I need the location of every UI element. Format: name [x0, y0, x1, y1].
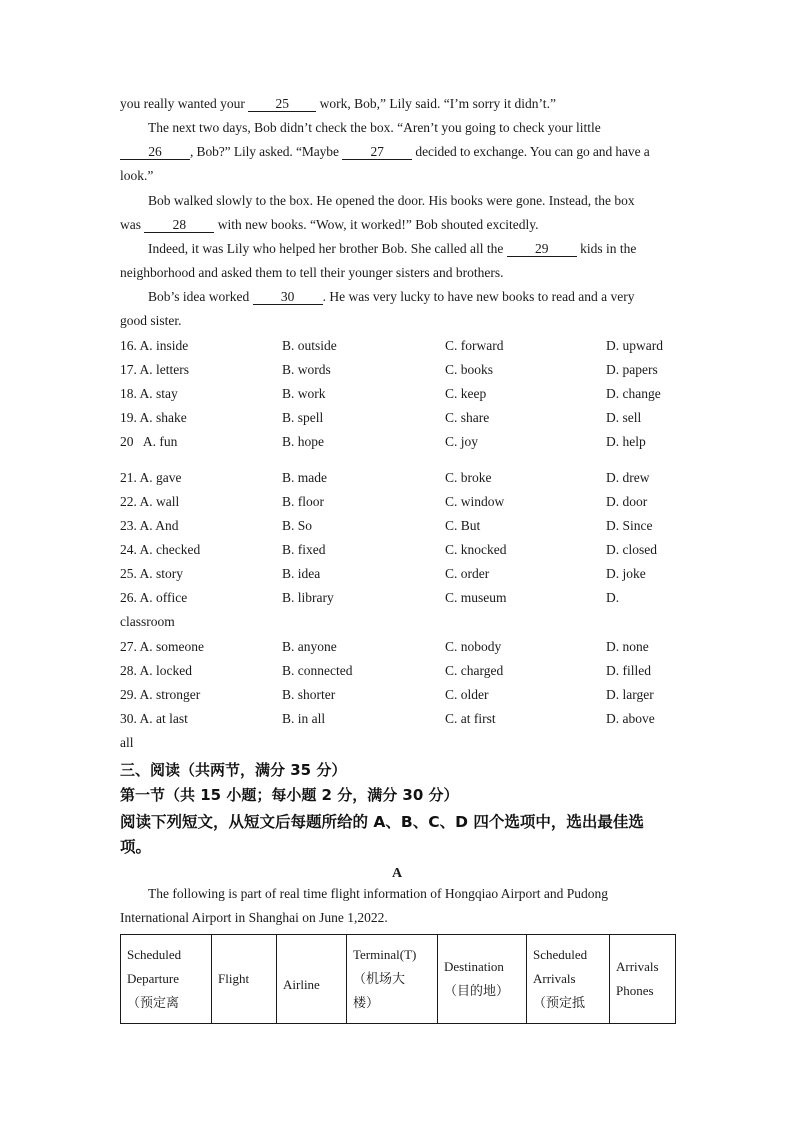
option-b: B. words: [282, 362, 331, 377]
option-row: [120, 566, 680, 582]
option-b: B. hope: [282, 434, 324, 449]
option-row: [120, 590, 680, 606]
text: decided to exchange. You can go and have a: [412, 144, 650, 159]
passage-line: The next two days, Bob didn’t check the box. “Aren’t you going to check your little: [148, 120, 601, 135]
table-header-row: [121, 935, 676, 1024]
option-c: C. window: [445, 494, 505, 509]
text: Indeed, it was Lily who helped her brother Bob. She called all the: [148, 241, 507, 256]
option-c: C. forward: [445, 338, 504, 353]
option-a: 29. A. stronger: [120, 687, 201, 702]
section-heading: 第一节（共 15 小题；每小题 2 分，满分 30 分）: [120, 786, 459, 804]
header-text: Flight: [218, 971, 250, 986]
header-text: Arrivals: [533, 971, 576, 986]
option-c: C. older: [445, 687, 489, 702]
option-b: B. spell: [282, 410, 324, 425]
option-row: [120, 362, 680, 378]
option-c: C. keep: [445, 386, 487, 401]
option-a: 17. A. letters: [120, 362, 189, 377]
header-text: Terminal(T): [353, 947, 417, 962]
option-row: [120, 386, 680, 402]
option-a: 18. A. stay: [120, 386, 178, 401]
header-text: Departure: [127, 971, 179, 986]
instruction-line: 项。: [120, 838, 152, 856]
option-row: [120, 518, 680, 534]
header-text: Airline: [283, 977, 320, 992]
option-d: D. drew: [606, 470, 650, 485]
option-b: B. made: [282, 470, 327, 485]
option-d: D. filled: [606, 663, 651, 678]
option-c: C. joy: [445, 434, 479, 449]
option-b: B. work: [282, 386, 326, 401]
table-header-cell: [121, 935, 212, 1024]
option-row: [120, 410, 680, 426]
passage-line: good sister.: [120, 313, 182, 328]
text: you really wanted your: [120, 96, 249, 111]
passage-line: look.”: [120, 168, 154, 183]
option-row: [120, 470, 680, 486]
passage-line: [120, 96, 556, 112]
table-header-cell: [527, 935, 610, 1024]
option-b: B. in all: [282, 711, 326, 726]
option-row: [120, 338, 680, 354]
option-a: 19. A. shake: [120, 410, 187, 425]
option-c: C. charged: [445, 663, 504, 678]
option-a: 20 A. fun: [120, 434, 178, 449]
option-b: B. anyone: [282, 639, 337, 654]
option-wrap: all: [120, 735, 134, 750]
text: work, Bob,” Lily said. “I’m sorry it didn’t.”: [316, 96, 556, 111]
header-text: Phones: [616, 983, 654, 998]
option-a: 28. A. locked: [120, 663, 192, 678]
header-text: Scheduled: [127, 947, 182, 962]
text: with new books. “Wow, it worked!” Bob shouted excitedly.: [214, 217, 539, 232]
option-d: D.: [606, 590, 620, 605]
option-b: B. shorter: [282, 687, 336, 702]
answer-blank: 28: [144, 218, 214, 233]
instruction-line: 阅读下列短文，从短文后每题所给的 A、B、C、D 四个选项中，选出最佳选: [120, 813, 644, 831]
passage-line: [148, 289, 635, 305]
option-d: D. sell: [606, 410, 642, 425]
option-c: C. order: [445, 566, 490, 581]
option-a: 25. A. story: [120, 566, 184, 581]
header-text: （机场大: [353, 971, 406, 986]
option-c: C. books: [445, 362, 494, 377]
part-heading: 三、阅读（共两节，满分 35 分）: [120, 761, 347, 779]
header-text: 楼）: [353, 995, 380, 1010]
option-d: D. door: [606, 494, 648, 509]
option-a: 22. A. wall: [120, 494, 180, 509]
option-d: D. above: [606, 711, 655, 726]
header-text: （预定抵: [533, 995, 586, 1010]
option-c: C. museum: [445, 590, 507, 605]
option-c: C. share: [445, 410, 490, 425]
option-b: B. fixed: [282, 542, 326, 557]
option-a: 30. A. at last: [120, 711, 188, 726]
option-b: B. connected: [282, 663, 353, 678]
option-row: [120, 434, 680, 450]
option-d: D. help: [606, 434, 646, 449]
option-b: B. outside: [282, 338, 337, 353]
passage-line: Bob walked slowly to the box. He opened the door. His books were gone. Instead, the box: [148, 193, 635, 208]
header-text: Arrivals: [616, 959, 659, 974]
option-c: C. at first: [445, 711, 496, 726]
table-header-cell: [277, 935, 347, 1024]
table-header-cell: [347, 935, 438, 1024]
option-row: [120, 711, 680, 727]
passage-letter: A: [391, 866, 403, 881]
option-d: D. Since: [606, 518, 653, 533]
answer-blank: 29: [507, 242, 577, 257]
passage-line: [120, 144, 650, 160]
option-row: [120, 639, 680, 655]
option-a: 16. A. inside: [120, 338, 189, 353]
option-b: B. So: [282, 518, 313, 533]
option-d: D. larger: [606, 687, 654, 702]
option-c: C. knocked: [445, 542, 507, 557]
text: , Bob?” Lily asked. “Maybe: [190, 144, 343, 159]
answer-blank: 25: [248, 97, 316, 112]
flight-table: [120, 934, 676, 1024]
answer-blank: 30: [253, 290, 323, 305]
option-b: B. idea: [282, 566, 321, 581]
text: Bob’s idea worked: [148, 289, 253, 304]
answer-blank: 27: [342, 145, 412, 160]
option-a: 26. A. office: [120, 590, 188, 605]
option-d: D. papers: [606, 362, 658, 377]
table-header-cell: [212, 935, 277, 1024]
header-text: Destination: [444, 959, 504, 974]
intro-line: The following is part of real time flight information of Hongqiao Airport and Pudong: [148, 886, 609, 901]
option-a: 24. A. checked: [120, 542, 201, 557]
passage-line: [148, 241, 636, 257]
option-row: [120, 542, 680, 558]
option-b: B. floor: [282, 494, 324, 509]
option-a: 21. A. gave: [120, 470, 182, 485]
header-text: （目的地）: [444, 983, 510, 998]
table-header-cell: [438, 935, 527, 1024]
option-d: D. none: [606, 639, 649, 654]
header-text: Scheduled: [533, 947, 588, 962]
text: . He was very lucky to have new books to read and a very: [322, 289, 635, 304]
option-d: D. upward: [606, 338, 663, 353]
table-header-cell: [610, 935, 676, 1024]
intro-line: International Airport in Shanghai on June 1,2022.: [120, 910, 388, 925]
option-c: C. But: [445, 518, 481, 533]
option-d: D. joke: [606, 566, 646, 581]
option-d: D. closed: [606, 542, 657, 557]
passage-line: [120, 217, 538, 233]
option-row: [120, 687, 680, 703]
option-c: C. nobody: [445, 639, 502, 654]
option-a: 23. A. And: [120, 518, 179, 533]
option-row: [120, 663, 680, 679]
option-a: 27. A. someone: [120, 639, 204, 654]
option-row: [120, 494, 680, 510]
answer-blank: 26: [120, 145, 190, 160]
option-wrap: classroom: [120, 614, 175, 629]
option-b: B. library: [282, 590, 334, 605]
header-text: （预定离: [127, 995, 180, 1010]
text: kids in the: [576, 241, 637, 256]
passage-line: neighborhood and asked them to tell their younger sisters and brothers.: [120, 265, 504, 280]
text: was: [120, 217, 145, 232]
option-d: D. change: [606, 386, 661, 401]
option-c: C. broke: [445, 470, 492, 485]
